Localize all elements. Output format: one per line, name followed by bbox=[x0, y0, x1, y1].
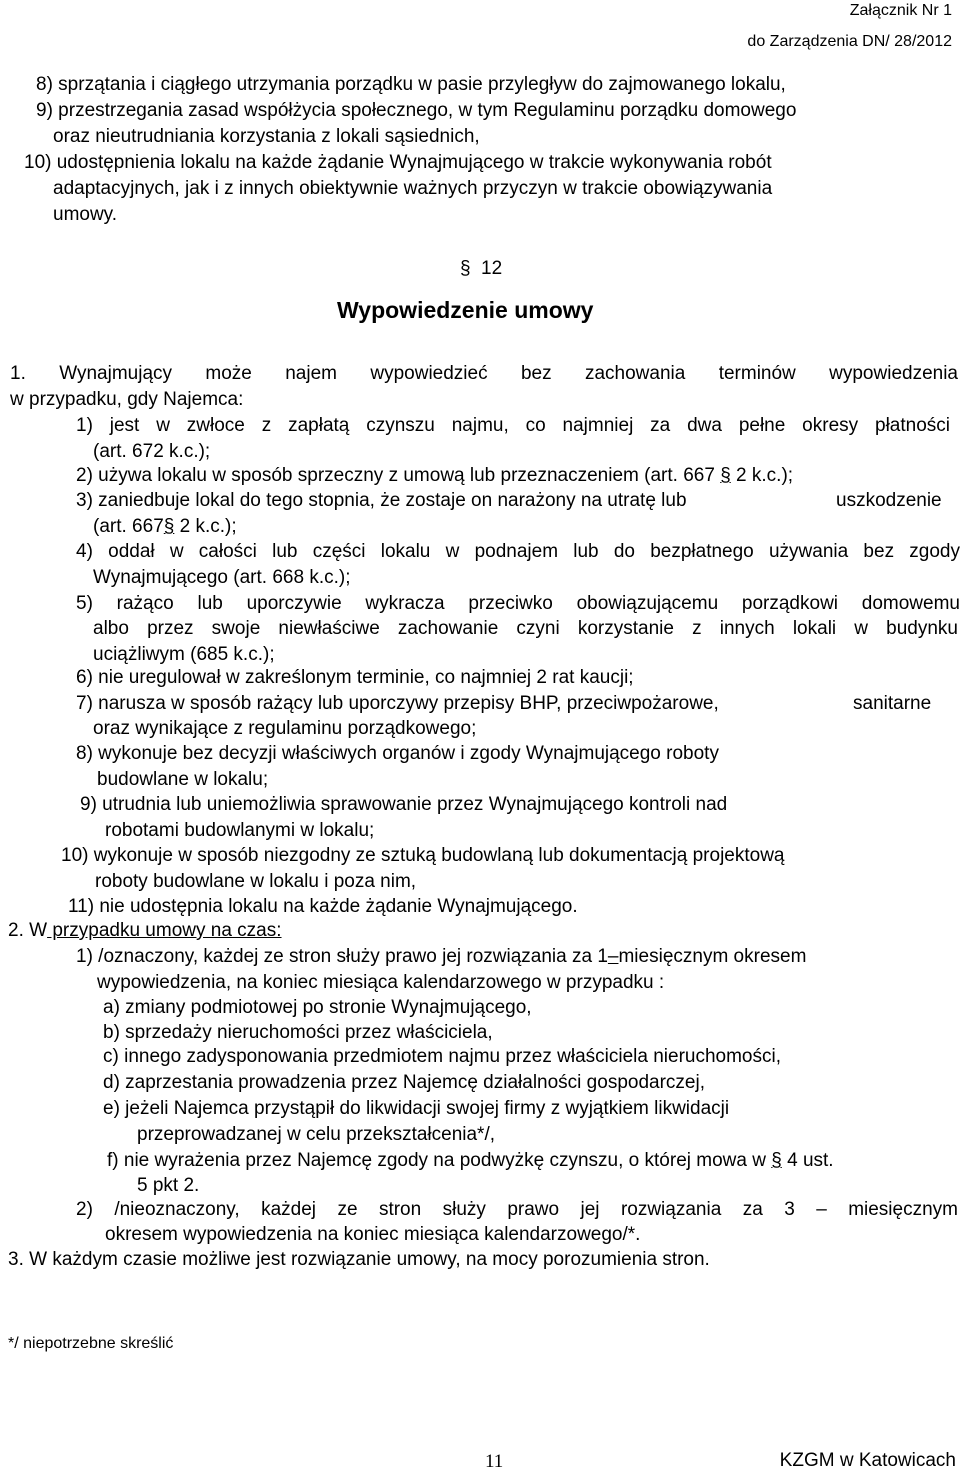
p1-item-7-line1-end: sanitarne bbox=[853, 693, 932, 714]
p2-item-e-line1: e) jeżeli Najemca przystąpił do likwidacji swojej firmy z wyjątkiem likwidacji bbox=[103, 1098, 730, 1119]
p2-item-1-dash: – bbox=[607, 946, 619, 967]
p1-item-3-line1: 3) zaniedbuje lokal do tego stopnia, że zostaje on narażony na utratę lub bbox=[76, 490, 687, 511]
section-symbol-inline: § bbox=[163, 516, 175, 537]
p1-item-7-line1: 7) narusza w sposób rażący lub uporczywy przepisy BHP, przeciwpożarowe, bbox=[76, 693, 719, 714]
p1-item-4-line1: 4) oddał w całości lub części lokalu w podnajem lub do bezpłatnego używania bez zgody bbox=[76, 541, 960, 562]
p1-item-7-line2: oraz wynikające z regulaminu porządkowego; bbox=[93, 718, 477, 739]
p1-item-1-line2: (art. 672 k.c.); bbox=[93, 441, 211, 462]
p2-item-e-line2: przeprowadzanej w celu przekształcenia*/, bbox=[137, 1124, 496, 1145]
p1-item-8-line1: 8) wykonuje bez decyzji właściwych organów i zgody Wynajmującego roboty bbox=[76, 743, 719, 764]
section-number: 12 bbox=[481, 258, 503, 279]
p2-item-f-line1 bbox=[107, 1150, 834, 1172]
p1-item-2 bbox=[76, 465, 793, 487]
intro-item-9-line2: oraz nieutrudniania korzystania z lokali sąsiednich, bbox=[53, 126, 480, 147]
p1-item-5-line3: uciążliwym (685 k.c.); bbox=[93, 644, 275, 665]
section-symbol: § bbox=[460, 258, 471, 279]
section-symbol-inline: § bbox=[771, 1150, 782, 1171]
intro-item-9-line1: 9) przestrzegania zasad współżycia społecznego, w tym Regulaminu porządku domowego bbox=[36, 100, 797, 121]
p1-item-1-line1: 1) jest w zwłoce z zapłatą czynszu najmu, co najmniej za dwa pełne okresy płatności bbox=[76, 415, 950, 436]
header-ordinance: do Zarządzenia DN/ 28/2012 bbox=[747, 33, 952, 50]
intro-item-10-line3: umowy. bbox=[53, 204, 118, 225]
p1-item-9-line1: 9) utrudnia lub uniemożliwia sprawowanie przez Wynajmującego kontroli nad bbox=[80, 794, 728, 815]
p1-lead-line1: 1. Wynajmujący może najem wypowiedzieć bez zachowania terminów wypowiedzenia bbox=[10, 363, 958, 384]
p1-item-8-line2: budowlane w lokalu; bbox=[97, 769, 269, 790]
p2-item-f-ref: 4 ust. bbox=[787, 1150, 834, 1171]
p2-lead-underlined: przypadku umowy na czas: bbox=[47, 920, 282, 941]
section-symbol-inline: § bbox=[720, 465, 731, 486]
p2-item-b: b) sprzedaży nieruchomości przez właściciela, bbox=[103, 1022, 493, 1043]
p2-item-2-line2: okresem wypowiedzenia na koniec miesiąca kalendarzowego/*. bbox=[105, 1224, 641, 1245]
p2-item-1-text: 1) /oznaczony, każdej ze stron służy prawo jej rozwiązania za 1 bbox=[76, 946, 608, 967]
header-annex: Załącznik Nr 1 bbox=[849, 2, 952, 19]
footnote: */ niepotrzebne skreślić bbox=[8, 1335, 174, 1352]
footer-org: KZGM w Katowicach bbox=[779, 1450, 956, 1471]
p2-item-1-text-end: miesięcznym okresem bbox=[618, 946, 807, 967]
p1-item-5-line1: 5) rażąco lub uporczywie wykracza przeciwko obowiązującemu porządkowi domowemu bbox=[76, 593, 960, 614]
p2-number: 2. bbox=[8, 920, 24, 941]
page-number: 11 bbox=[485, 1451, 504, 1472]
p2-item-a: a) zmiany podmiotowej po stronie Wynajmującego, bbox=[103, 997, 532, 1018]
p3-text: 3. W każdym czasie możliwe jest rozwiązanie umowy, na mocy porozumienia stron. bbox=[8, 1249, 710, 1270]
p2-item-2-line1: 2) /nieoznaczony, każdej ze stron służy prawo jej rozwiązania za 3 – miesięcznym bbox=[76, 1199, 958, 1220]
p1-item-9-line2: robotami budowlanymi w lokalu; bbox=[105, 820, 375, 841]
p1-item-3-line1-end: uszkodzenie bbox=[836, 490, 942, 511]
p2-item-1-line2: wypowiedzenia, na koniec miesiąca kalendarzowego w przypadku : bbox=[97, 972, 665, 993]
p1-item-3-ref-a: (art. 667 bbox=[93, 516, 164, 537]
p1-item-2-ref: 2 k.c.); bbox=[736, 465, 794, 486]
p1-item-3-ref-b: 2 k.c.); bbox=[179, 516, 237, 537]
p1-item-10-line1: 10) wykonuje w sposób niezgodny ze sztuką budowlaną lub dokumentacją projektową bbox=[61, 845, 785, 866]
p1-item-2-text: 2) używa lokalu w sposób sprzeczny z umową lub przeznaczeniem (art. 667 bbox=[76, 465, 715, 486]
p2-item-c: c) innego zadysponowania przedmiotem najmu przez właściciela nieruchomości, bbox=[103, 1046, 781, 1067]
p1-item-5-line2: albo przez swoje niewłaściwe zachowanie czyni korzystanie z innych lokali w budynku bbox=[93, 618, 958, 639]
p1-item-11: 11) nie udostępnia lokalu na każde żądanie Wynajmującego. bbox=[68, 896, 578, 917]
intro-item-10-line2: adaptacyjnych, jak i z innych obiektywnie ważnych przyczyn w trakcie obowiązywania bbox=[53, 178, 773, 199]
p2-item-d: d) zaprzestania prowadzenia przez Najemcę działalności gospodarczej, bbox=[103, 1072, 705, 1093]
p2-item-f-line2: 5 pkt 2. bbox=[137, 1175, 200, 1196]
p1-item-3-line2 bbox=[93, 516, 237, 538]
p1-item-4-line2: Wynajmującego (art. 668 k.c.); bbox=[93, 567, 351, 588]
p1-item-6: 6) nie uregulował w zakreślonym terminie, co najmniej 2 rat kaucji; bbox=[76, 667, 634, 688]
p1-lead-line2: w przypadku, gdy Najemca: bbox=[10, 389, 244, 410]
p2-item-1-line1 bbox=[76, 946, 806, 968]
p2-item-f-text: f) nie wyrażenia przez Najemcę zgody na podwyżkę czynszu, o której mowa w bbox=[107, 1150, 766, 1171]
p2-lead bbox=[8, 920, 282, 942]
intro-item-8: 8) sprzątania i ciągłego utrzymania porządku w pasie przyległyw do zajmowanego lokalu, bbox=[36, 74, 786, 95]
p1-item-10-line2: roboty budowlane w lokalu i poza nim, bbox=[95, 871, 417, 892]
intro-item-10-line1: 10) udostępnienia lokalu na każde żądanie Wynajmującego w trakcie wykonywania robót bbox=[24, 152, 772, 173]
p2-lead-pre: W bbox=[29, 920, 48, 941]
section-title: Wypowiedzenie umowy bbox=[337, 297, 594, 323]
